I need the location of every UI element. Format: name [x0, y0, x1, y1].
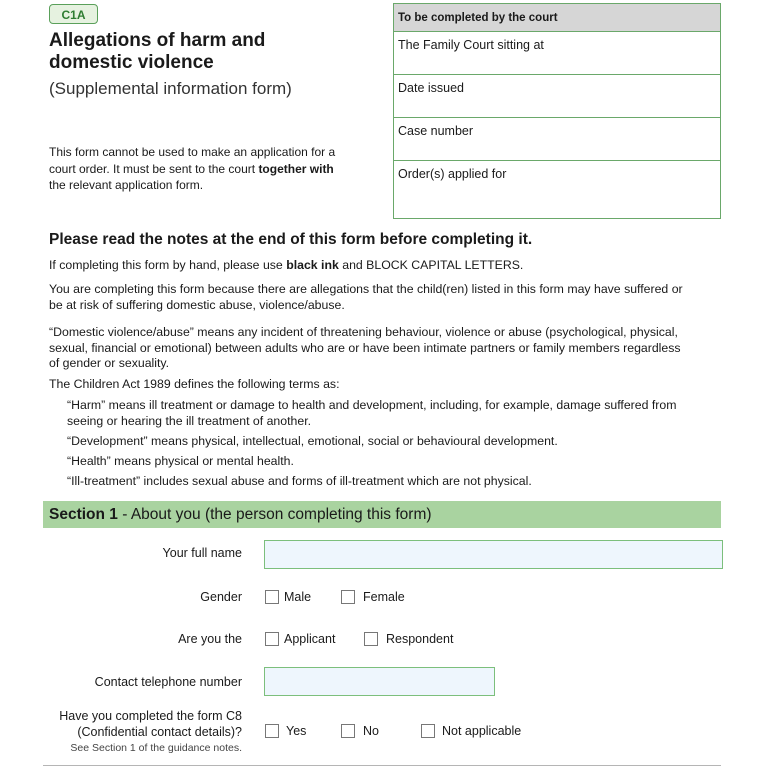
court-use-box: [393, 3, 721, 219]
intro-line1: This form cannot be used to make an application for a: [49, 145, 336, 159]
why-paragraph: You are completing this form because there are allegations that the child(ren) listed in this form may have suffered or be at risk of suffering domestic abuse, violence/abuse.: [49, 282, 683, 312]
phone-input[interactable]: [264, 667, 495, 696]
intro-text: [49, 144, 379, 194]
c8-not-applicable-checkbox[interactable]: [421, 724, 435, 738]
health-definition: “Health” means physical or mental health.: [67, 454, 294, 468]
form-title: [49, 30, 369, 74]
gender-female-label: Female: [363, 590, 405, 604]
act-intro: The Children Act 1989 defines the following terms as:: [49, 377, 340, 391]
c8-question: [59, 708, 242, 756]
gender-label: Gender: [200, 590, 242, 604]
intro-line2: court order. It must be sent to the court together with: [49, 161, 334, 176]
c8-no-label: No: [363, 724, 379, 738]
section-divider: [43, 765, 721, 766]
c8-no-checkbox[interactable]: [341, 724, 355, 738]
form-title-line1: Allegations of harm and: [49, 30, 266, 51]
court-box-heading: To be completed by the court: [394, 4, 720, 32]
court-row-orders: Order(s) applied for: [398, 167, 507, 181]
full-name-label: Your full name: [162, 546, 242, 560]
form-code-badge: C1A: [49, 4, 98, 24]
court-row-case-number: Case number: [394, 118, 720, 161]
c8-yes-checkbox[interactable]: [265, 724, 279, 738]
role-applicant-checkbox[interactable]: [265, 632, 279, 646]
c8-question-line1: Have you completed the form C8: [59, 709, 242, 723]
notes-heading: Please read the notes at the end of this form before completing it.: [49, 231, 533, 248]
c8-not-applicable-label: Not applicable: [442, 724, 522, 738]
gender-male-checkbox[interactable]: [265, 590, 279, 604]
court-row-sitting: The Family Court sitting at: [394, 32, 720, 75]
ink-instruction: If completing this form by hand, please use black ink and BLOCK CAPITAL LETTERS.: [49, 258, 524, 272]
intro-line3: the relevant application form.: [49, 178, 204, 192]
c8-question-line2: (Confidential contact details)?: [77, 725, 242, 739]
dv-definition: “Domestic violence/abuse” means any incident of threatening behaviour, violence or abuse (psychological, physical, sexual, financial or emotional) between adults who are or have been intimate partners or family members regardless of gender or sexuality.: [49, 325, 681, 370]
gender-male-label: Male: [284, 590, 312, 604]
phone-label: Contact telephone number: [94, 675, 242, 689]
development-definition: “Development” means physical, intellectual, emotional, social or behavioural development.: [67, 434, 558, 448]
full-name-input[interactable]: [264, 540, 723, 569]
c8-guidance-note: See Section 1 of the guidance notes.: [70, 742, 242, 754]
role-respondent-checkbox[interactable]: [364, 632, 378, 646]
ill-treatment-definition: “Ill-treatment” includes sexual abuse and forms of ill-treatment which are not physical.: [67, 474, 532, 488]
role-label: Are you the: [178, 632, 242, 646]
role-applicant-label: Applicant: [284, 632, 336, 646]
court-row-date-issued: Date issued: [394, 75, 720, 118]
form-title-line2: domestic violence: [49, 52, 214, 73]
c8-yes-label: Yes: [286, 724, 307, 738]
gender-female-checkbox[interactable]: [341, 590, 355, 604]
harm-definition: “Harm” means ill treatment or damage to health and development, including, for example, damage suffered from seeing or hearing the ill treatment of another.: [67, 398, 677, 428]
section-1-header: Section 1 - About you (the person completing this form): [43, 501, 721, 528]
form-subtitle: (Supplemental information form): [49, 79, 292, 98]
role-respondent-label: Respondent: [386, 632, 454, 646]
